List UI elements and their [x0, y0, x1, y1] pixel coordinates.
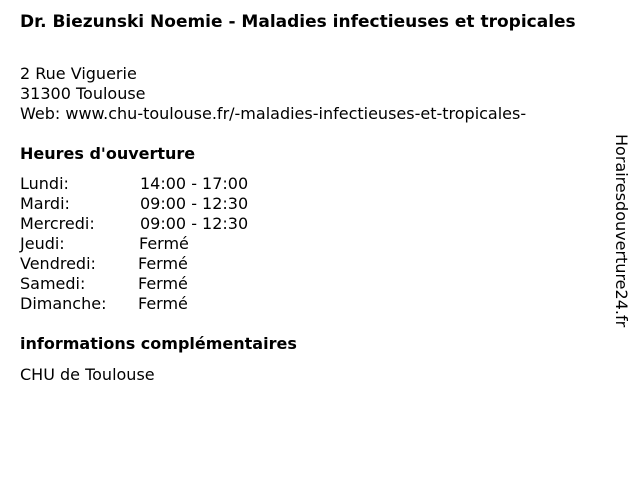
city-postal-code: 31300 Toulouse [20, 84, 146, 103]
hours-value: 09:00 - 12:30 [140, 214, 249, 233]
hours-value: Fermé [138, 254, 188, 273]
hours-value: 09:00 - 12:30 [140, 194, 249, 213]
website-link[interactable]: Web: www.chu-toulouse.fr/-maladies-infectieuses-et-tropicales- [20, 104, 527, 123]
day-label: Samedi: [20, 274, 86, 293]
street-address: 2 Rue Viguerie [20, 64, 137, 83]
additional-info-heading: informations complémentaires [20, 334, 297, 353]
day-label: Dimanche: [20, 294, 107, 313]
day-label: Vendredi: [20, 254, 96, 273]
day-label: Mercredi: [20, 214, 95, 233]
additional-info-text: CHU de Toulouse [20, 365, 155, 384]
day-label: Jeudi: [20, 234, 65, 253]
hours-value: Fermé [138, 294, 188, 313]
page-title: Dr. Biezunski Noemie - Maladies infectieuses et tropicales [20, 12, 576, 32]
address-block [20, 64, 526, 124]
day-label: Mardi: [20, 194, 70, 213]
hours-value: Fermé [139, 234, 189, 253]
hours-value: 14:00 - 17:00 [140, 174, 249, 193]
opening-hours-heading: Heures d'ouverture [20, 144, 196, 163]
site-watermark: Horairesdouverture24.fr [612, 134, 631, 328]
hours-value: Fermé [138, 274, 188, 293]
day-label: Lundi: [20, 174, 69, 193]
